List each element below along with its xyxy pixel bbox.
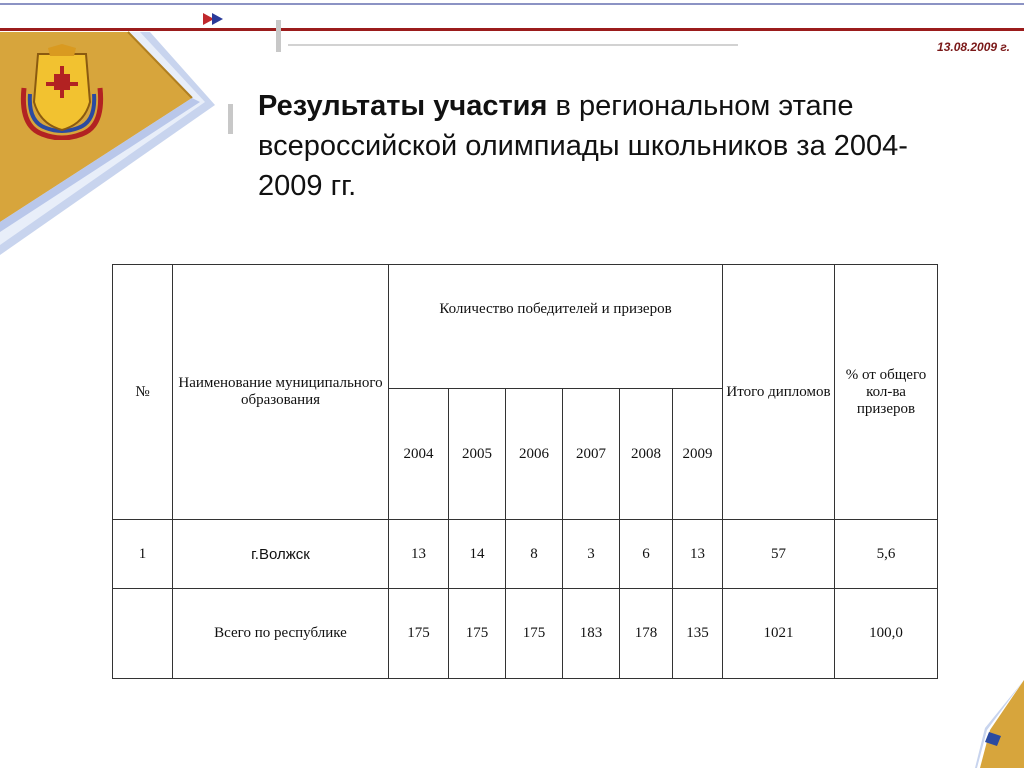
header-year: 2006: [506, 389, 563, 520]
header-no: №: [113, 265, 173, 520]
slide-title-bold: Результаты участия: [258, 90, 548, 122]
cell-municipality: Всего по республике: [173, 589, 389, 679]
header-year: 2008: [620, 389, 673, 520]
header-winners-count: Количество победителей и призеров: [389, 265, 723, 389]
slide-title: [258, 86, 918, 206]
cell-value: 175: [389, 589, 449, 679]
cell-value: 175: [449, 589, 506, 679]
cell-value: 135: [673, 589, 723, 679]
cell-value: 14: [449, 520, 506, 589]
cell-value: 13: [673, 520, 723, 589]
cell-total: 57: [723, 520, 835, 589]
cell-value: 8: [506, 520, 563, 589]
header-grey-bar: [276, 20, 281, 52]
cell-percent: 100,0: [835, 589, 938, 679]
slide-title-rest: в региональном этапе всероссийской олимпиады школьников за 2004-2009 гг.: [258, 90, 908, 202]
header-total-diplomas: Итого дипломов: [723, 265, 835, 520]
coat-of-arms-icon: [18, 44, 106, 140]
title-grey-bar: [228, 104, 233, 134]
table-row: [113, 520, 938, 589]
header-year: 2005: [449, 389, 506, 520]
cell-no: [113, 589, 173, 679]
header-year: 2004: [389, 389, 449, 520]
cell-total: 1021: [723, 589, 835, 679]
cell-value: 175: [506, 589, 563, 679]
table-row-total: [113, 589, 938, 679]
cell-no: 1: [113, 520, 173, 589]
header-year: 2009: [673, 389, 723, 520]
cell-municipality: г.Волжск: [173, 520, 389, 589]
header-percent: % от общего кол-ва призеров: [835, 265, 938, 520]
header-municipality: Наименование муниципального образования: [173, 265, 389, 520]
header-year: 2007: [563, 389, 620, 520]
cell-value: 6: [620, 520, 673, 589]
cell-value: 183: [563, 589, 620, 679]
cell-value: 178: [620, 589, 673, 679]
cell-value: 13: [389, 520, 449, 589]
cell-value: 3: [563, 520, 620, 589]
results-table: [112, 264, 938, 679]
slide-date: 13.08.2009 г.: [937, 40, 1010, 54]
cell-percent: 5,6: [835, 520, 938, 589]
corner-decoration-bottom: [975, 680, 1024, 768]
header-grey-line: [288, 44, 738, 46]
